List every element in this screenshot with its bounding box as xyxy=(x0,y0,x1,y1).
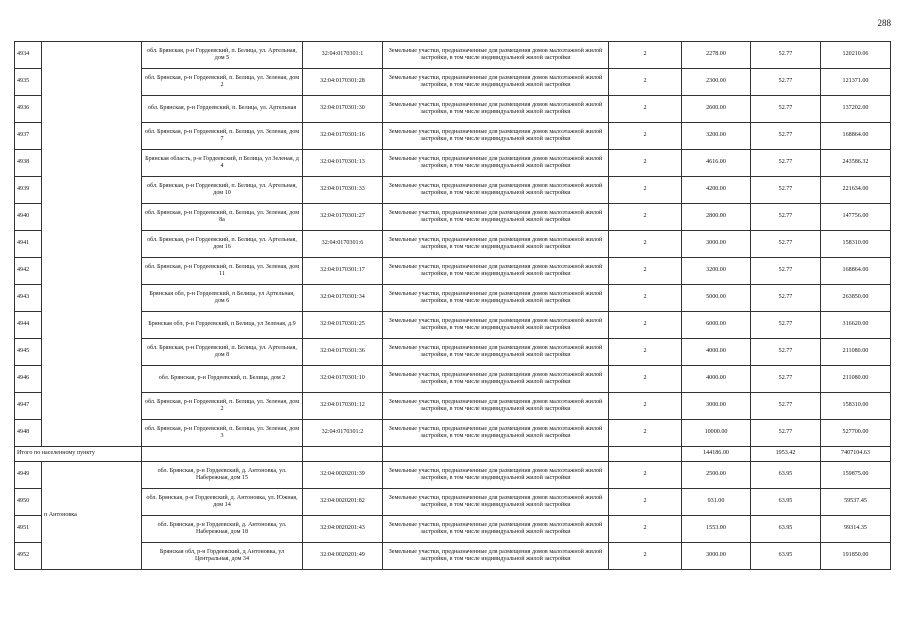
land-category-cell: Земельные участки, предназначенные для размещения домов малоэтажной жилой застройки, в том числе индивидуальной жилой застройки xyxy=(383,516,609,543)
specific-value-cell: 52.77 xyxy=(751,96,821,123)
address-cell: обл. Брянская, р-н Гордеевский, д. Антоновка, ул. Набережная, дом 18 xyxy=(142,516,303,543)
land-category-cell: Земельные участки, предназначенные для размещения домов малоэтажной жилой застройки, в том числе индивидуальной жилой застройки xyxy=(383,42,609,69)
usage-class-cell: 2 xyxy=(609,96,682,123)
row-number: 4935 xyxy=(15,69,42,96)
table-row xyxy=(15,543,891,570)
address-cell: обл. Брянская, р-н Гордеевский, д. Антоновка, ул. Южная, дом 14 xyxy=(142,489,303,516)
land-category-cell: Земельные участки, предназначенные для размещения домов малоэтажной жилой застройки, в том числе индивидуальной жилой застройки xyxy=(383,339,609,366)
table-row xyxy=(15,462,891,489)
land-category-cell: Земельные участки, предназначенные для размещения домов малоэтажной жилой застройки, в том числе индивидуальной жилой застройки xyxy=(383,366,609,393)
table-row xyxy=(15,489,891,516)
cadastral-number-cell: 32:04:0170301:16 xyxy=(303,123,383,150)
area-cell: 3200.00 xyxy=(682,258,751,285)
table-row xyxy=(15,285,891,312)
row-number: 4937 xyxy=(15,123,42,150)
row-number: 4941 xyxy=(15,231,42,258)
usage-class-cell: 2 xyxy=(609,420,682,447)
cadastral-number-cell: 32:04:0170301:30 xyxy=(303,96,383,123)
table-row xyxy=(15,150,891,177)
locality-cell: п Антоновка xyxy=(42,462,142,570)
land-category-cell: Земельные участки, предназначенные для размещения домов малоэтажной жилой застройки, в том числе индивидуальной жилой застройки xyxy=(383,312,609,339)
address-cell: обл. Брянская, р-н Гордеевский, п. Белица, ул. Зеленая, дом 3 xyxy=(142,420,303,447)
land-category-cell: Земельные участки, предназначенные для размещения домов малоэтажной жилой застройки, в том числе индивидуальной жилой застройки xyxy=(383,489,609,516)
table-row xyxy=(15,366,891,393)
cadastral-number-cell: 32:04:0020201:39 xyxy=(303,462,383,489)
cadastral-value-cell: 211080.00 xyxy=(821,339,891,366)
page-number: 288 xyxy=(877,18,891,28)
table-row xyxy=(15,231,891,258)
table-row xyxy=(15,177,891,204)
cadastral-value-cell: 191850.00 xyxy=(821,543,891,570)
address-cell: обл. Брянская, р-н Гордеевский, п. Белица, ул. Зеленая, дом 2 xyxy=(142,393,303,420)
land-category-cell: Земельные участки, предназначенные для размещения домов малоэтажной жилой застройки, в том числе индивидуальной жилой застройки xyxy=(383,393,609,420)
address-cell: обл. Брянская, р-н Гордеевский, п. Белица, ул. Зеленая, дом 7 xyxy=(142,123,303,150)
table-row xyxy=(15,339,891,366)
area-cell: 2300.00 xyxy=(682,69,751,96)
specific-value-cell: 52.77 xyxy=(751,231,821,258)
specific-value-cell: 52.77 xyxy=(751,312,821,339)
total-label: Итого по населенному пункту xyxy=(15,447,142,462)
land-category-cell: Земельные участки, предназначенные для размещения домов малоэтажной жилой застройки, в том числе индивидуальной жилой застройки xyxy=(383,96,609,123)
cadastral-number-cell: 32:04:0170301:28 xyxy=(303,69,383,96)
area-cell: 1553.00 xyxy=(682,516,751,543)
usage-class-cell: 2 xyxy=(609,258,682,285)
usage-class-cell: 2 xyxy=(609,42,682,69)
area-cell: 2500.00 xyxy=(682,462,751,489)
cadastral-number-cell: 32:04:0170301:10 xyxy=(303,366,383,393)
land-category-cell: Земельные участки, предназначенные для размещения домов малоэтажной жилой застройки, в том числе индивидуальной жилой застройки xyxy=(383,204,609,231)
area-cell: 4200.00 xyxy=(682,177,751,204)
cadastral-value-cell: 121371.00 xyxy=(821,69,891,96)
cadastral-number-cell: 32:04:0170301:2 xyxy=(303,420,383,447)
cadastral-value-cell: 99314.35 xyxy=(821,516,891,543)
cadastral-value-cell: 59537.45 xyxy=(821,489,891,516)
cadastral-number-cell: 32:04:0170301:17 xyxy=(303,258,383,285)
cadastral-number-cell: 32:04:0020201:43 xyxy=(303,516,383,543)
area-cell: 3000.00 xyxy=(682,543,751,570)
table-row xyxy=(15,123,891,150)
specific-value-cell: 52.77 xyxy=(751,177,821,204)
address-cell: обл. Брянская, р-н Гордеевский, п. Белица, ул. Зеленая, дом 8а xyxy=(142,204,303,231)
usage-class-cell: 2 xyxy=(609,285,682,312)
land-category-cell: Земельные участки, предназначенные для размещения домов малоэтажной жилой застройки, в том числе индивидуальной жилой застройки xyxy=(383,285,609,312)
usage-class-cell: 2 xyxy=(609,489,682,516)
row-number: 4939 xyxy=(15,177,42,204)
land-category-cell: Земельные участки, предназначенные для размещения домов малоэтажной жилой застройки, в том числе индивидуальной жилой застройки xyxy=(383,123,609,150)
row-number: 4947 xyxy=(15,393,42,420)
usage-class-cell: 2 xyxy=(609,312,682,339)
cadastral-number-cell: 32:04:0170301:25 xyxy=(303,312,383,339)
usage-class-cell: 2 xyxy=(609,150,682,177)
locality-total-row xyxy=(15,447,891,462)
land-category-cell: Земельные участки, предназначенные для размещения домов малоэтажной жилой застройки, в том числе индивидуальной жилой застройки xyxy=(383,420,609,447)
row-number: 4936 xyxy=(15,96,42,123)
locality-cell xyxy=(42,42,142,447)
table-row xyxy=(15,42,891,69)
cadastral-value-cell: 316620.00 xyxy=(821,312,891,339)
land-category-cell: Земельные участки, предназначенные для размещения домов малоэтажной жилой застройки, в том числе индивидуальной жилой застройки xyxy=(383,258,609,285)
total-area: 144186.00 xyxy=(682,447,751,462)
specific-value-cell: 52.77 xyxy=(751,420,821,447)
usage-class-cell: 2 xyxy=(609,123,682,150)
empty-cell xyxy=(142,447,303,462)
specific-value-cell: 52.77 xyxy=(751,123,821,150)
cadastral-value-cell: 120210.06 xyxy=(821,42,891,69)
address-cell: обл. Брянская, р-н Гордеевский, п. Белица, ул. Артельная xyxy=(142,96,303,123)
land-registry-table xyxy=(14,41,891,570)
row-number: 4942 xyxy=(15,258,42,285)
usage-class-cell: 2 xyxy=(609,462,682,489)
area-cell: 2278.00 xyxy=(682,42,751,69)
address-cell: Брянская обл, р-н Гордеевский, п Белица, ул Артельная, дом 6 xyxy=(142,285,303,312)
land-category-cell: Земельные участки, предназначенные для размещения домов малоэтажной жилой застройки, в том числе индивидуальной жилой застройки xyxy=(383,177,609,204)
cadastral-number-cell: 32:04:0170301:6 xyxy=(303,231,383,258)
cadastral-value-cell: 243586.32 xyxy=(821,150,891,177)
address-cell: обл. Брянская, р-н Гордеевский, п. Белица, ул. Зеленая, дом 2 xyxy=(142,69,303,96)
empty-cell xyxy=(609,447,682,462)
usage-class-cell: 2 xyxy=(609,177,682,204)
area-cell: 3000.00 xyxy=(682,231,751,258)
usage-class-cell: 2 xyxy=(609,543,682,570)
table-row xyxy=(15,393,891,420)
row-number: 4951 xyxy=(15,516,42,543)
usage-class-cell: 2 xyxy=(609,393,682,420)
row-number: 4944 xyxy=(15,312,42,339)
row-number: 4950 xyxy=(15,489,42,516)
row-number: 4945 xyxy=(15,339,42,366)
specific-value-cell: 52.77 xyxy=(751,366,821,393)
cadastral-number-cell: 32:04:0170301:27 xyxy=(303,204,383,231)
land-category-cell: Земельные участки, предназначенные для размещения домов малоэтажной жилой застройки, в том числе индивидуальной жилой застройки xyxy=(383,462,609,489)
row-number: 4946 xyxy=(15,366,42,393)
usage-class-cell: 2 xyxy=(609,231,682,258)
total-specific-value: 1953.42 xyxy=(751,447,821,462)
row-number: 4940 xyxy=(15,204,42,231)
address-cell: Брянская область, р-н Гордеевский, п Белица, ул Зеленая, д 4 xyxy=(142,150,303,177)
cadastral-number-cell: 32:04:0170301:12 xyxy=(303,393,383,420)
area-cell: 3200.00 xyxy=(682,123,751,150)
table-row xyxy=(15,69,891,96)
cadastral-value-cell: 263850.00 xyxy=(821,285,891,312)
row-number: 4952 xyxy=(15,543,42,570)
area-cell: 3000.00 xyxy=(682,393,751,420)
address-cell: обл. Брянская, р-н Гордеевский, п. Белица, ул. Артельная, дом 5 xyxy=(142,42,303,69)
area-cell: 10000.00 xyxy=(682,420,751,447)
cadastral-value-cell: 147756.00 xyxy=(821,204,891,231)
table-row xyxy=(15,96,891,123)
specific-value-cell: 63.95 xyxy=(751,516,821,543)
area-cell: 4000.00 xyxy=(682,339,751,366)
cadastral-value-cell: 168864.00 xyxy=(821,123,891,150)
usage-class-cell: 2 xyxy=(609,366,682,393)
specific-value-cell: 52.77 xyxy=(751,42,821,69)
table-row xyxy=(15,312,891,339)
cadastral-value-cell: 527700.00 xyxy=(821,420,891,447)
cadastral-number-cell: 32:04:0170301:1 xyxy=(303,42,383,69)
specific-value-cell: 52.77 xyxy=(751,150,821,177)
row-number: 4948 xyxy=(15,420,42,447)
cadastral-value-cell: 168864.00 xyxy=(821,258,891,285)
address-cell: Брянская обл, р-н Гордеевский, п Белица, ул Зеленая, д.9 xyxy=(142,312,303,339)
area-cell: 2600.00 xyxy=(682,96,751,123)
usage-class-cell: 2 xyxy=(609,204,682,231)
land-category-cell: Земельные участки, предназначенные для размещения домов малоэтажной жилой застройки, в том числе индивидуальной жилой застройки xyxy=(383,231,609,258)
total-cadastral-value: 7407104.63 xyxy=(821,447,891,462)
cadastral-number-cell: 32:04:0020201:82 xyxy=(303,489,383,516)
cadastral-value-cell: 211080.00 xyxy=(821,366,891,393)
area-cell: 4000.00 xyxy=(682,366,751,393)
cadastral-value-cell: 158310.00 xyxy=(821,393,891,420)
empty-cell xyxy=(303,447,383,462)
land-category-cell: Земельные участки, предназначенные для размещения домов малоэтажной жилой застройки, в том числе индивидуальной жилой застройки xyxy=(383,150,609,177)
cadastral-value-cell: 137202.00 xyxy=(821,96,891,123)
specific-value-cell: 63.95 xyxy=(751,462,821,489)
address-cell: обл. Брянская, р-н Гордеевский, д. Антоновка, ул. Набережная, дом 15 xyxy=(142,462,303,489)
address-cell: обл. Брянская, р-н Гордеевский, п. Белица, ул. Зеленая, дом 11 xyxy=(142,258,303,285)
address-cell: Брянская обл, р-н Гордеевский, д Антоновка, ул Центральная, дом 34 xyxy=(142,543,303,570)
table-body xyxy=(15,42,891,570)
row-number: 4938 xyxy=(15,150,42,177)
usage-class-cell: 2 xyxy=(609,516,682,543)
row-number: 4949 xyxy=(15,462,42,489)
cadastral-value-cell: 159875.00 xyxy=(821,462,891,489)
row-number: 4934 xyxy=(15,42,42,69)
address-cell: обл. Брянская, р-н Гордеевский, п. Белица, ул. Артельная, дом 10 xyxy=(142,177,303,204)
specific-value-cell: 52.77 xyxy=(751,204,821,231)
usage-class-cell: 2 xyxy=(609,339,682,366)
area-cell: 4616.00 xyxy=(682,150,751,177)
table-row xyxy=(15,258,891,285)
specific-value-cell: 52.77 xyxy=(751,339,821,366)
usage-class-cell: 2 xyxy=(609,69,682,96)
table-row xyxy=(15,516,891,543)
area-cell: 931.00 xyxy=(682,489,751,516)
cadastral-value-cell: 221634.00 xyxy=(821,177,891,204)
area-cell: 5000.00 xyxy=(682,285,751,312)
specific-value-cell: 52.77 xyxy=(751,393,821,420)
table-row xyxy=(15,420,891,447)
cadastral-number-cell: 32:04:0170301:13 xyxy=(303,150,383,177)
specific-value-cell: 52.77 xyxy=(751,258,821,285)
address-cell: обл. Брянская, р-н Гордеевский, п. Белица, ул. Артельная, дом 16 xyxy=(142,231,303,258)
specific-value-cell: 63.95 xyxy=(751,489,821,516)
land-category-cell: Земельные участки, предназначенные для размещения домов малоэтажной жилой застройки, в том числе индивидуальной жилой застройки xyxy=(383,69,609,96)
cadastral-number-cell: 32:04:0020201:49 xyxy=(303,543,383,570)
cadastral-number-cell: 32:04:0170301:34 xyxy=(303,285,383,312)
specific-value-cell: 63.95 xyxy=(751,543,821,570)
cadastral-value-cell: 158310.00 xyxy=(821,231,891,258)
cadastral-number-cell: 32:04:0170301:36 xyxy=(303,339,383,366)
specific-value-cell: 52.77 xyxy=(751,69,821,96)
specific-value-cell: 52.77 xyxy=(751,285,821,312)
address-cell: обл. Брянская, р-н Гордеевский, п. Белица, дом 2 xyxy=(142,366,303,393)
address-cell: обл. Брянская, р-н Гордеевский, п. Белица, ул. Артельная, дом 8 xyxy=(142,339,303,366)
area-cell: 2800.00 xyxy=(682,204,751,231)
area-cell: 6000.00 xyxy=(682,312,751,339)
table-row xyxy=(15,204,891,231)
cadastral-number-cell: 32:04:0170301:33 xyxy=(303,177,383,204)
land-category-cell: Земельные участки, предназначенные для размещения домов малоэтажной жилой застройки, в том числе индивидуальной жилой застройки xyxy=(383,543,609,570)
row-number: 4943 xyxy=(15,285,42,312)
empty-cell xyxy=(383,447,609,462)
